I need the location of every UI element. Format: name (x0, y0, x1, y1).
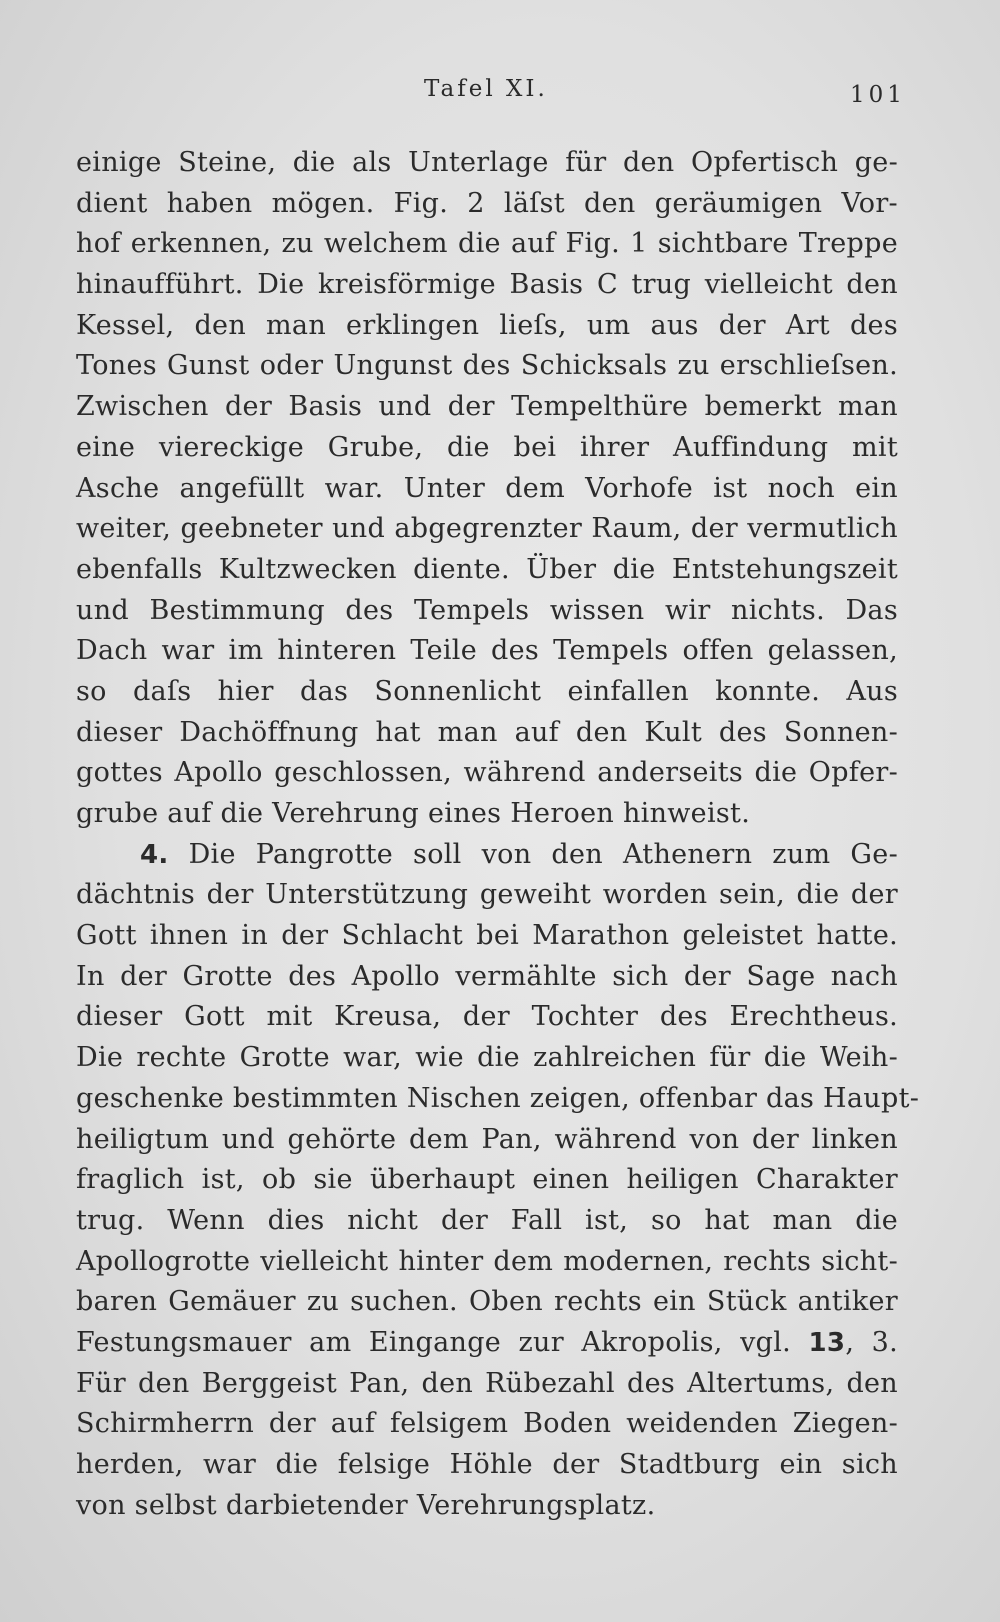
text-line: dieser Dachöffnung hat man auf den Kult des Sonnen- (76, 716, 898, 748)
text-line: Gott ihnen in der Schlacht bei Marathon geleistet hatte. (76, 920, 898, 952)
text-line: Asche angefüllt war. Unter dem Vorhofe ist noch ein (76, 472, 898, 504)
text-line: baren Gemäuer zu suchen. Oben rechts ein Stück antiker (76, 1286, 898, 1318)
text-line: In der Grotte des Apollo vermählte sich der Sage nach (76, 960, 898, 992)
text-line: hof erkennen, zu welchem die auf Fig. 1 sichtbare Treppe (76, 228, 898, 260)
text-line: Die rechte Grotte war, wie die zahlreichen für die Weih- (76, 1042, 898, 1074)
text-line: ebenfalls Kultzwecken diente. Über die Entstehungszeit (76, 553, 898, 585)
text-line: herden, war die felsige Höhle der Stadtburg ein sich (76, 1449, 898, 1480)
text-line: Kessel, den man erklingen lieſs, um aus der Art des (76, 309, 898, 341)
text-line: heiligtum und gehörte dem Pan, während von der linken (76, 1123, 898, 1155)
text-line: eine viereckige Grube, die bei ihrer Auffindung mit (76, 431, 898, 463)
text-line: Schirmherrn der auf felsigem Boden weidenden Ziegen- (76, 1408, 898, 1440)
text-line: dient haben mögen. Fig. 2 läſst den geräumigen Vor- (76, 187, 898, 219)
body-text (76, 143, 920, 1526)
text-line: trug. Wenn dies nicht der Fall ist, so hat man die (76, 1204, 898, 1236)
text-line: Dach war im hinteren Teile des Tempels offen gelassen, (76, 635, 898, 667)
text-line: Für den Berggeist Pan, den Rübezahl des Altertums, den (76, 1367, 898, 1399)
paragraph-start-line (76, 835, 898, 876)
paragraph-end-line: von selbst darbietender Verehrungsplatz. (76, 1489, 656, 1521)
text-line: gottes Apollo geschlossen, während anderseits die Opfer- (76, 757, 898, 789)
text-line: geschenke bestimmten Nischen zeigen, offenbar das Haupt- (76, 1082, 920, 1114)
text-line: Tones Gunst oder Ungunst des Schicksals zu erschlieſsen. (76, 350, 898, 382)
page-number: 101 (850, 82, 906, 108)
cross-reference-line (76, 1323, 898, 1364)
plate-reference: 13 (808, 1327, 846, 1358)
figure-reference: , 3. (845, 1326, 898, 1358)
text-line: hinaufführt. Die kreisförmige Basis C trug vielleicht den (76, 269, 898, 301)
paragraph-opening-text: Die Pangrotte soll von den Athenern zum Ge- (188, 838, 898, 870)
page-header (0, 72, 1000, 112)
text-line: dieser Gott mit Kreusa, der Tochter des Erechtheus. (76, 1001, 898, 1033)
running-head: Tafel XI. (424, 76, 548, 102)
text-line: weiter, geebneter und abgegrenzter Raum, der vermutlich (76, 513, 898, 545)
cross-reference-text: Festungsmauer am Eingange zur Akropolis, vgl. (76, 1326, 792, 1358)
text-line: einige Steine, die als Unterlage für den Opfertisch ge- (76, 147, 898, 178)
text-line: Zwischen der Basis und der Tempelthüre bemerkt man (76, 391, 898, 423)
text-line: und Bestimmung des Tempels wissen wir nichts. Das (76, 594, 898, 626)
text-line: fraglich ist, ob sie überhaupt einen heiligen Charakter (76, 1164, 898, 1196)
paragraph-end-line: grube auf die Verehrung eines Heroen hinweist. (76, 798, 751, 829)
text-line: so daſs hier das Sonnenlicht einfallen konnte. Aus (76, 675, 898, 707)
text-line: dächtnis der Unterstützung geweiht worden sein, die der (76, 879, 898, 911)
section-number: 4. (140, 839, 169, 870)
text-line: Apollogrotte vielleicht hinter dem modernen, rechts sicht- (76, 1245, 898, 1277)
